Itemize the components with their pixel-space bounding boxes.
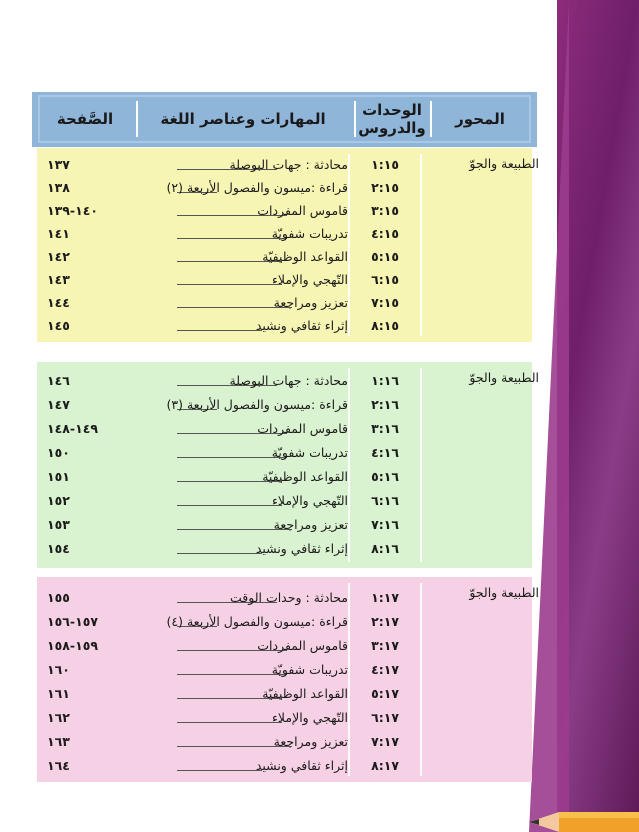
page-number: ١٥٥ bbox=[47, 590, 70, 605]
skill-title: التّهجي والإملاء bbox=[272, 710, 348, 725]
lesson-number: ١:١٦ bbox=[371, 373, 399, 388]
lesson-number: ٥:١٦ bbox=[371, 469, 399, 484]
lesson-number: ٤:١٦ bbox=[371, 445, 399, 460]
page-number: ١٤٥ bbox=[47, 318, 70, 333]
skill-title: قراءة :ميسون والفصول الأربعة (٣) bbox=[166, 397, 348, 412]
pencil-icon bbox=[529, 782, 639, 832]
skill-title: قراءة :ميسون والفصول الأربعة (٤) bbox=[166, 614, 348, 629]
header-skills: المهارات وعناصر اللغة bbox=[160, 110, 326, 128]
lesson-row bbox=[37, 153, 532, 176]
skill-title: تدريبات شفويّة bbox=[271, 226, 348, 241]
page-number: ١٥٤ bbox=[47, 541, 70, 556]
header-units-line1: الوحدات bbox=[362, 101, 422, 119]
skill-title: محادثة : جهات البوصلة bbox=[229, 157, 348, 172]
skill-title: قاموس المفردات bbox=[257, 638, 348, 653]
unit-axis-label: الطبيعة والجوّ bbox=[469, 370, 539, 385]
lesson-number: ٨:١٧ bbox=[371, 758, 399, 773]
page-number: ١٦١ bbox=[47, 686, 70, 701]
header-axis: المحور bbox=[455, 110, 505, 128]
lesson-row bbox=[37, 537, 532, 560]
lesson-row bbox=[37, 754, 532, 777]
lesson-number: ٦:١٧ bbox=[371, 710, 399, 725]
lesson-number: ٥:١٥ bbox=[371, 249, 399, 264]
lesson-number: ٤:١٥ bbox=[371, 226, 399, 241]
lesson-row bbox=[37, 393, 532, 416]
lesson-row bbox=[37, 706, 532, 729]
lesson-number: ٣:١٦ bbox=[371, 421, 399, 436]
unit-block-15 bbox=[37, 148, 539, 342]
skill-title: القواعد الوظيفيّة bbox=[262, 249, 348, 264]
lesson-number: ٨:١٥ bbox=[371, 318, 399, 333]
skill-title: قاموس المفردات bbox=[257, 421, 348, 436]
skill-title: تعزيز ومراجعة bbox=[273, 517, 348, 532]
unit-block-16 bbox=[37, 362, 539, 568]
lesson-number: ٦:١٦ bbox=[371, 493, 399, 508]
skill-title: القواعد الوظيفيّة bbox=[262, 469, 348, 484]
lesson-number: ٧:١٦ bbox=[371, 517, 399, 532]
lesson-number: ٢:١٧ bbox=[371, 614, 399, 629]
lesson-row bbox=[37, 369, 532, 392]
lesson-row bbox=[37, 586, 532, 609]
page-number: ١٤٩-١٤٨ bbox=[47, 421, 98, 436]
lesson-row bbox=[37, 291, 532, 314]
unit-block-17 bbox=[37, 577, 539, 782]
skill-title: القواعد الوظيفيّة bbox=[262, 686, 348, 701]
lesson-row bbox=[37, 730, 532, 753]
page-number: ١٥١ bbox=[47, 469, 70, 484]
page-number: ١٦٣ bbox=[47, 734, 70, 749]
page-number: ١٥٧-١٥٦ bbox=[47, 614, 98, 629]
lesson-number: ٨:١٦ bbox=[371, 541, 399, 556]
lesson-row bbox=[37, 634, 532, 657]
purple-side-band bbox=[557, 0, 639, 832]
lesson-number: ٣:١٧ bbox=[371, 638, 399, 653]
lesson-number: ٧:١٧ bbox=[371, 734, 399, 749]
lesson-row bbox=[37, 682, 532, 705]
lesson-number: ٢:١٥ bbox=[371, 180, 399, 195]
lesson-row bbox=[37, 513, 532, 536]
skill-title: قاموس المفردات bbox=[257, 203, 348, 218]
page-number: ١٥٣ bbox=[47, 517, 70, 532]
lesson-row bbox=[37, 658, 532, 681]
page-number: ١٤٤ bbox=[47, 295, 70, 310]
lesson-number: ١:١٥ bbox=[371, 157, 399, 172]
page-number: ١٣٧ bbox=[47, 157, 70, 172]
page-number: ١٦٠ bbox=[47, 662, 70, 677]
skill-title: تدريبات شفويّة bbox=[271, 445, 348, 460]
lesson-row bbox=[37, 417, 532, 440]
page-number: ١٥٠ bbox=[47, 445, 70, 460]
header-units bbox=[356, 95, 428, 143]
page-number: ١٥٩-١٥٨ bbox=[47, 638, 98, 653]
skill-title: محادثة : وحدات الوقت bbox=[229, 590, 348, 605]
lesson-number: ٧:١٥ bbox=[371, 295, 399, 310]
skill-title: تعزيز ومراجعة bbox=[273, 734, 348, 749]
header-units-line2: والدروس bbox=[358, 119, 426, 137]
skill-title: التّهجي والإملاء bbox=[272, 272, 348, 287]
lesson-row bbox=[37, 441, 532, 464]
lesson-row bbox=[37, 489, 532, 512]
skill-title: تدريبات شفويّة bbox=[271, 662, 348, 677]
table-header bbox=[38, 95, 531, 143]
header-page: الصَّفحة bbox=[56, 110, 114, 128]
unit-axis-label: الطبيعة والجوّ bbox=[469, 585, 539, 600]
lesson-row bbox=[37, 199, 532, 222]
page-number: ١٤٣ bbox=[47, 272, 70, 287]
page-number: ١٤٠-١٣٩ bbox=[47, 203, 98, 218]
page-number: ١٦٢ bbox=[47, 710, 70, 725]
purple-side-wedge bbox=[529, 0, 569, 832]
skill-title: تعزيز ومراجعة bbox=[273, 295, 348, 310]
lesson-number: ٣:١٥ bbox=[371, 203, 399, 218]
skill-title: إثراء ثقافي ونشيد bbox=[255, 541, 348, 556]
lesson-row bbox=[37, 314, 532, 337]
lesson-number: ١:١٧ bbox=[371, 590, 399, 605]
lesson-row bbox=[37, 268, 532, 291]
lesson-number: ٢:١٦ bbox=[371, 397, 399, 412]
skill-title: محادثة : جهات البوصلة bbox=[229, 373, 348, 388]
skill-title: التّهجي والإملاء bbox=[272, 493, 348, 508]
skill-title: قراءة :ميسون والفصول الأربعة (٢) bbox=[166, 180, 348, 195]
page-number: ١٤٢ bbox=[47, 249, 70, 264]
lesson-row bbox=[37, 176, 532, 199]
lesson-row bbox=[37, 465, 532, 488]
page-number: ١٦٤ bbox=[47, 758, 70, 773]
lesson-row bbox=[37, 245, 532, 268]
skill-title: إثراء ثقافي ونشيد bbox=[255, 758, 348, 773]
page-number: ١٣٨ bbox=[47, 180, 70, 195]
page-number: ١٤٧ bbox=[47, 397, 70, 412]
lesson-number: ٥:١٧ bbox=[371, 686, 399, 701]
unit-axis-label: الطبيعة والجوّ bbox=[469, 156, 539, 171]
lesson-row bbox=[37, 222, 532, 245]
lesson-number: ٤:١٧ bbox=[371, 662, 399, 677]
lesson-number: ٦:١٥ bbox=[371, 272, 399, 287]
page-number: ١٤١ bbox=[47, 226, 70, 241]
skill-title: إثراء ثقافي ونشيد bbox=[255, 318, 348, 333]
page-number: ١٥٢ bbox=[47, 493, 70, 508]
page-number: ١٤٦ bbox=[47, 373, 70, 388]
lesson-row bbox=[37, 610, 532, 633]
